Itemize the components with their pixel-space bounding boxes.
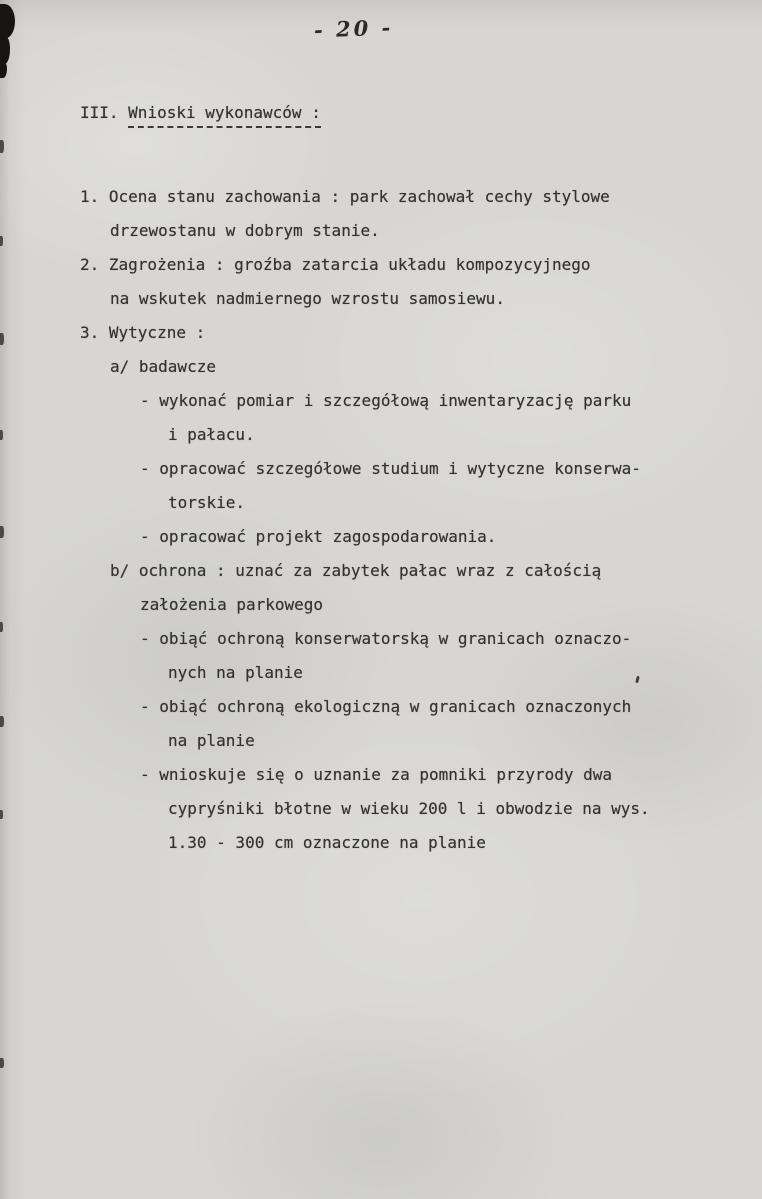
document-line: 2. Zagrożenia : groźba zatarcia układu kompozycyjnego — [80, 255, 591, 274]
scan-artifact — [0, 333, 4, 345]
document-line: 1. Ocena stanu zachowania : park zachował cechy stylowe — [80, 187, 610, 206]
document-line: torskie. — [168, 493, 246, 512]
document-line: - wykonać pomiar i szczegółową inwentaryzację parku — [140, 391, 632, 410]
document-body — [80, 180, 732, 860]
document-line: - obiąć ochroną konserwatorską w granicach oznaczo- — [140, 629, 632, 648]
section-heading — [80, 103, 321, 128]
document-line: 1.30 - 300 cm oznaczone na planie — [168, 833, 486, 852]
ink-smudge — [0, 36, 10, 64]
document-line: - opracować szczegółowe studium i wytyczne konserwa- — [140, 459, 641, 478]
section-heading-prefix: III. — [80, 103, 129, 122]
scan-artifact — [0, 430, 3, 440]
scan-artifact — [0, 716, 4, 727]
document-line: - obiąć ochroną ekologiczną w granicach oznaczonych — [140, 697, 632, 716]
scan-artifact — [0, 810, 3, 819]
page-number: - 20 - — [313, 14, 394, 43]
scan-artifact — [0, 526, 4, 538]
document-line: - opracować projekt zagospodarowania. — [140, 527, 497, 546]
document-line: na wskutek nadmiernego wzrostu samosiewu. — [110, 289, 505, 308]
document-line: 3. Wytyczne : — [80, 323, 206, 342]
document-line: na planie — [168, 731, 255, 750]
ink-smudge — [0, 62, 7, 78]
document-line: nych na planie — [168, 663, 303, 682]
section-heading-title: Wnioski wykonawców : — [128, 103, 321, 128]
document-line: - wnioskuje się o uznanie za pomniki przyrody dwa — [140, 765, 613, 784]
document-line: a/ badawcze — [110, 357, 216, 376]
document-line: cypryśniki błotne w wieku 200 l i obwodzie na wys. — [168, 799, 650, 818]
document-line: drzewostanu w dobrym stanie. — [110, 221, 380, 240]
document-line: i pałacu. — [168, 425, 255, 444]
scan-artifact — [0, 140, 4, 153]
scan-artifact — [0, 1058, 4, 1068]
document-line: założenia parkowego — [140, 595, 324, 614]
scan-artifact — [0, 236, 3, 246]
document-line: b/ ochrona : uznać za zabytek pałac wraz z całością — [110, 561, 602, 580]
ink-smudge — [0, 4, 15, 38]
scan-artifact — [0, 622, 3, 632]
